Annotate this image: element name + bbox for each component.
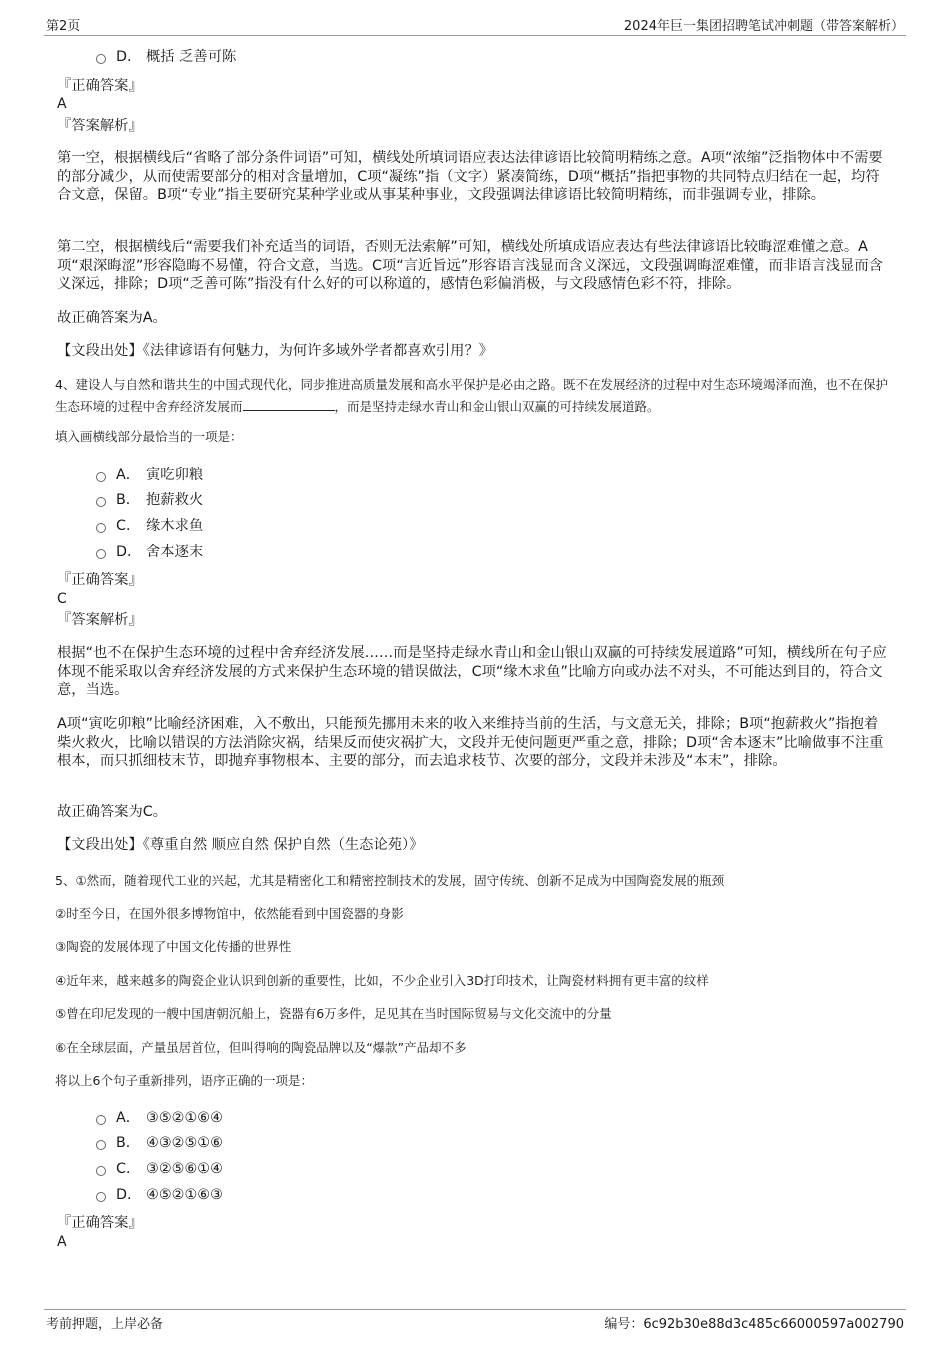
q4-conclusion: 故正确答案为C。 xyxy=(57,804,168,820)
q3-answer-label: 『正确答案』 xyxy=(57,78,143,94)
q5-option-c[interactable] xyxy=(96,1160,223,1178)
q4-analysis-paragraph-2: A项“寅吃卯粮”比喻经济困难，入不敷出，只能预先挪用未来的收入来维持当前的生活，与文意无关，排除；B项“抱薪救火”指抱着柴火救火，比喻以错误的方法消除灾祸，结果反而使灾祸扩大，文段并无使问题更严重之意，排除；D项“舍本逐末”比喻做事不注重根本，而只抓细枝末节，即抛弃事物根本、主要的部分，而去追求枝节、次要的部分，文段并未涉及“本末”，排除。 xyxy=(57,716,884,769)
document-title: 2024年巨一集团招聘笔试冲刺题（带答案解析） xyxy=(623,19,904,34)
option-text: ③⑤②①⑥④ xyxy=(146,1110,223,1126)
radio-icon[interactable] xyxy=(96,549,106,559)
q4-analysis-label: 『答案解析』 xyxy=(57,612,143,628)
radio-icon[interactable] xyxy=(96,1192,106,1202)
option-text: 概括 乏善可陈 xyxy=(146,49,237,65)
option-letter: D． xyxy=(116,544,142,560)
q3-analysis-label: 『答案解析』 xyxy=(57,118,143,134)
q5-prompt: 将以上6个句子重新排列，语序正确的一项是： xyxy=(55,1073,313,1088)
option-letter: D． xyxy=(116,1187,142,1203)
q4-analysis-paragraph-1: 根据“也不在保护生态环境的过程中舍弃经济发展……而是坚持走绿水青山和金山银山双赢的可持续发展道路”可知，横线所在句子应体现不能采取以舍弃经济发展的方式来保护生态环境的错误做法，C项“缘木求鱼”比喻方向或办法不对头，不可能达到目的，符合文意，当选。 xyxy=(57,645,887,698)
q4-option-a[interactable] xyxy=(96,466,203,484)
radio-icon[interactable] xyxy=(96,1140,106,1150)
q4-prompt: 填入画横线部分最恰当的一项是： xyxy=(55,429,243,444)
q3-analysis-paragraph-2: 第二空，根据横线后“需要我们补充适当的词语，否则无法索解”可知，横线处所填成语应表达有些法律谚语比较晦涩难懂之意。A项“艰深晦涩”形容隐晦不易懂，符合文意，当选。C项“言近旨远”形容语言浅显而含义深远，文段强调晦涩难懂，而非语言浅显而含义深远，排除；D项“乏善可陈”指没有什么好的可以称道的，感情色彩偏消极，与文段感情色彩不符，排除。 xyxy=(57,239,883,292)
option-text: 缘木求鱼 xyxy=(146,518,204,534)
q4-option-d[interactable] xyxy=(96,543,203,561)
q5-sentence-2: ②时至今日，在国外很多博物馆中，依然能看到中国瓷器的身影 xyxy=(55,906,404,921)
option-text: ③②⑤⑥①④ xyxy=(146,1161,223,1177)
q5-option-d[interactable] xyxy=(96,1186,223,1204)
document-id: 编号：6c92b30e88d3c485c66000597a002790 xyxy=(604,1317,904,1332)
q5-sentence-4: ④近年来，越来越多的陶瓷企业认识到创新的重要性，比如，不少企业引入3D打印技术，让陶瓷材料拥有更丰富的纹样 xyxy=(55,973,709,988)
option-letter: A． xyxy=(116,467,141,483)
radio-icon[interactable] xyxy=(96,523,106,533)
option-letter: B． xyxy=(116,1135,141,1151)
option-letter: D． xyxy=(116,49,142,65)
option-letter: C． xyxy=(116,1161,141,1177)
q5-sentence-6: ⑥在全球层面，产量虽居首位，但叫得响的陶瓷品牌以及“爆款”产品却不多 xyxy=(55,1040,467,1055)
q3-source: 【文段出处】《法律谚语有何魅力，为何许多域外学者都喜欢引用？》 xyxy=(57,343,494,359)
q4-option-c[interactable] xyxy=(96,517,203,535)
option-letter: B． xyxy=(116,492,141,508)
q4-answer: C xyxy=(57,591,67,607)
option-letter: A． xyxy=(116,1110,141,1126)
q5-option-a[interactable] xyxy=(96,1109,223,1127)
q3-conclusion: 故正确答案为A。 xyxy=(57,310,167,326)
header-divider xyxy=(44,35,906,36)
option-text: 舍本逐末 xyxy=(146,544,204,560)
option-text: 寅吃卯粮 xyxy=(146,467,204,483)
q5-answer-label: 『正确答案』 xyxy=(57,1215,143,1231)
radio-icon[interactable] xyxy=(96,1166,106,1176)
q4-answer-label: 『正确答案』 xyxy=(57,572,143,588)
footer-slogan: 考前押题，上岸必备 xyxy=(46,1317,164,1332)
option-text: 抱薪救火 xyxy=(146,492,204,508)
option-letter: C． xyxy=(116,518,141,534)
q5-sentence-3: ③陶瓷的发展体现了中国文化传播的世界性 xyxy=(55,939,292,954)
q4-stem-part2: ，而是坚持走绿水青山和金山银山双赢的可持续发展道路。 xyxy=(334,399,660,414)
q4-stem xyxy=(55,374,900,418)
q3-answer: A xyxy=(57,96,67,112)
q3-analysis-paragraph-1: 第一空，根据横线后“省略了部分条件词语”可知，横线处所填词语应表达法律谚语比较简明精练之意。A项“浓缩”泛指物体中不需要的部分减少，从而使需要部分的相对含量增加，C项“凝练”指（文字）紧凑简练，D项“概括”指把事物的共同特点归结在一起，均符合文意，保留。B项“专业”指主要研究某种学业或从事某种事业，文段强调法律谚语比较简明精练，而非强调专业，排除。 xyxy=(57,150,883,203)
footer-divider xyxy=(44,1309,906,1310)
q4-option-b[interactable] xyxy=(96,491,203,509)
q5-option-b[interactable] xyxy=(96,1134,223,1152)
option-text: ④③②⑤①⑥ xyxy=(146,1135,223,1151)
q4-source: 【文段出处】《尊重自然 顺应自然 保护自然（生态论苑）》 xyxy=(57,837,424,853)
q5-sentence-5: ⑤曾在印尼发现的一艘中国唐朝沉船上，瓷器有6万多件，足见其在当时国际贸易与文化交流中的分量 xyxy=(55,1006,612,1021)
page-number: 第2页 xyxy=(46,19,81,34)
option-text: ④⑤②①⑥③ xyxy=(146,1187,223,1203)
q3-option-d[interactable] xyxy=(96,48,236,66)
q5-answer: A xyxy=(57,1234,67,1250)
fill-blank xyxy=(243,398,335,411)
radio-icon[interactable] xyxy=(96,497,106,507)
q5-sentence-1: 5、①然而，随着现代工业的兴起，尤其是精密化工和精密控制技术的发展，固守传统、创新不足成为中国陶瓷发展的瓶颈 xyxy=(55,873,725,888)
radio-icon[interactable] xyxy=(96,54,106,64)
q4-stem-part1: 4、建设人与自然和谐共生的中国式现代化，同步推进高质量发展和高水平保护是必由之路。既不在发展经济的过程中对生态环境竭泽而渔，也不在保护生态环境的过程中舍弃经济发展而 xyxy=(55,377,888,414)
radio-icon[interactable] xyxy=(96,472,106,482)
radio-icon[interactable] xyxy=(96,1115,106,1125)
